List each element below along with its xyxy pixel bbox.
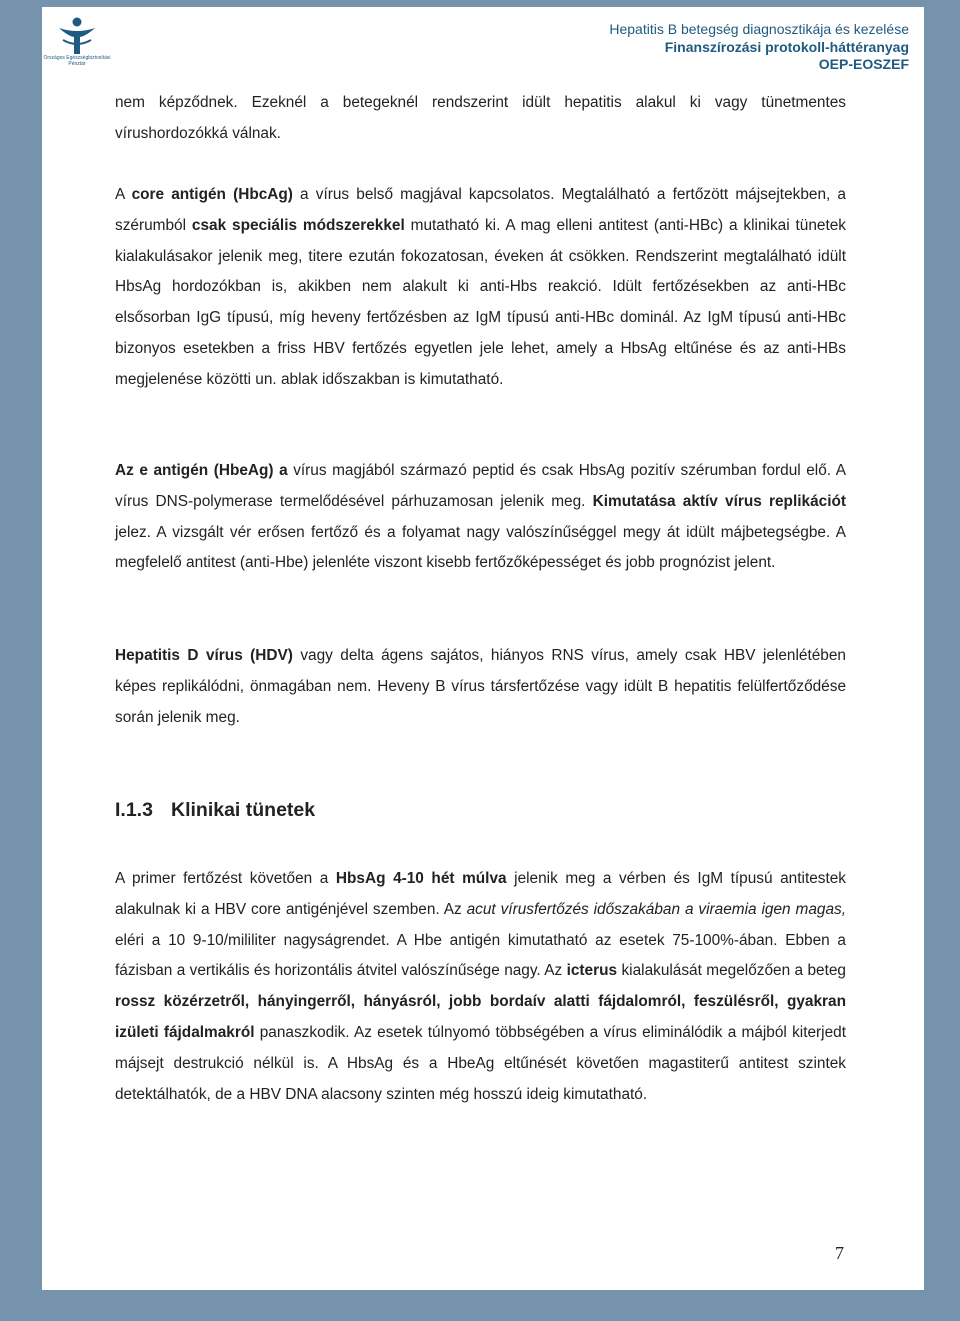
oep-logo	[42, 15, 112, 71]
p4-bold-1: Hepatitis D vírus (HDV)	[115, 647, 293, 664]
paragraph-hdv	[115, 641, 846, 733]
stylized-figure-icon	[42, 15, 112, 57]
section-heading	[115, 799, 315, 822]
p3-bold-1: Az e antigén (HbeAg) a	[115, 462, 288, 479]
p5-bold-3: rossz közérzetről, hányingerről, hányásról, jobb bordaív alatti fájdalomról, feszülésről, gyakran izületi fájdalmakról	[115, 993, 846, 1041]
p5-bold-1: HbsAg 4-10 hét múlva	[335, 870, 507, 887]
p2-bold-2: csak speciális módszerekkel	[191, 216, 405, 234]
p2-text-2: a vírus belső magjával kapcsolatos. Megtalálható a fertőzött májsejtekben, a szérumból	[115, 186, 846, 234]
paragraph-e-antigen	[115, 456, 846, 579]
p5-text-1: A primer fertőzést követően a	[115, 870, 336, 887]
p5-text-4: kialakulását megelőzően a beteg	[617, 962, 846, 980]
p5-italic-1: acut vírusfertőzés időszakában a viraemia igen magas,	[466, 900, 846, 918]
logo-caption	[42, 55, 112, 67]
section-number: I.1.3	[115, 799, 153, 821]
p3-bold-2: Kimutatása aktív vírus replikációt	[592, 492, 846, 510]
p5-text-3: eléri a 10 9-10/mililiter nagyságrendet. A Hbe antigén kimutatható az esetek 75-100%-ában. Ebben a fázisban a vertikális és horizontális átvitel valószínűsége nagy. Az	[115, 931, 846, 980]
logo-caption-line1: Országos Egészségbiztosítási	[43, 55, 111, 61]
section-title: Klinikai tünetek	[171, 799, 316, 821]
p1-text: nem képződnek. Ezeknél a betegeknél rendszerint idült hepatitis alakul ki vagy tünetmentes vírushordozókká válnak.	[115, 94, 846, 142]
paragraph-1	[115, 88, 846, 150]
p2-text-3: mutatható ki. A mag elleni antitest (anti-HBc) a klinikai tünetek kialakulásakor jelenik meg, titere ezután fokozatosan, éveken át csökken. Rendszerint megtalálható idült HbsAg hordozókban is, akikben nem alakult ki anti-Hbs reakció. Idült fertőzésekben az anti-HBc elsősorban IgG típusú, míg heveny fertőzésben az IgM típusú anti-HBc dominál. Az IgM típusú anti-HBc bizonyos esetekben a friss HBV fertőzés egyetlen jele lehet, amely a HbsAg eltűnése és az anti-HBs megjelenése közötti un. ablak időszakban is kimutatható.	[115, 216, 846, 388]
p5-text-2: jelenik meg a vérben és IgM típusú antitestek alakulnak ki a HBV core antigénjével szemben. Az	[115, 870, 847, 918]
p5-bold-2: icterus	[566, 962, 618, 980]
logo-caption-line2: Pénztár	[68, 61, 86, 67]
p3-text-1: vírus magjából származó peptid és csak HbsAg pozitív szérumban fordul elő. A vírus DNS-polymerase termelődésével párhuzamosan jelenik meg.	[115, 462, 846, 510]
header-title: Hepatitis B betegség diagnosztikája és kezelése	[609, 21, 909, 37]
header-subtitle: Finanszírozási protokoll-háttéranyag	[664, 38, 909, 55]
paragraph-clinical-symptoms	[115, 864, 846, 1110]
p3-text-2: jelez. A vizsgált vér erősen fertőző és a folyamat nagy valószínűséggel megy át idült májbetegségbe. A megfelelő antitest (anti-Hbe) jelenléte viszont kisebb fertőzőképességet és jobb prognózist jelent.	[115, 523, 846, 572]
p2-bold-1: core antigén (HbcAg)	[131, 186, 293, 203]
p4-text-1: vagy delta ágens sajátos, hiányos RNS vírus, amely csak HBV jelenlétében képes replikálódni, önmagában nem. Heveny B vírus társfertőzése vagy idült B hepatitis felülfertőződése során jelenik meg.	[115, 647, 846, 726]
document-page	[42, 7, 924, 1290]
p5-text-5: panaszkodik. Az esetek túlnyomó többségében a vírus eliminálódik a májból kiterjedt májsejt destrukció nélkül is. A HbsAg és a HbeAg eltűnését követően magastiterű antitest szintek detektálhatók, de a HBV DNA alacsony szinten még hosszú ideig kimutatható.	[115, 1023, 846, 1103]
paragraph-core-antigen	[115, 180, 846, 396]
page-number: 7	[835, 1243, 844, 1263]
p2-text-1: A	[115, 186, 132, 203]
running-header	[609, 21, 909, 74]
header-organization: OEP-EOSZEF	[818, 56, 909, 72]
